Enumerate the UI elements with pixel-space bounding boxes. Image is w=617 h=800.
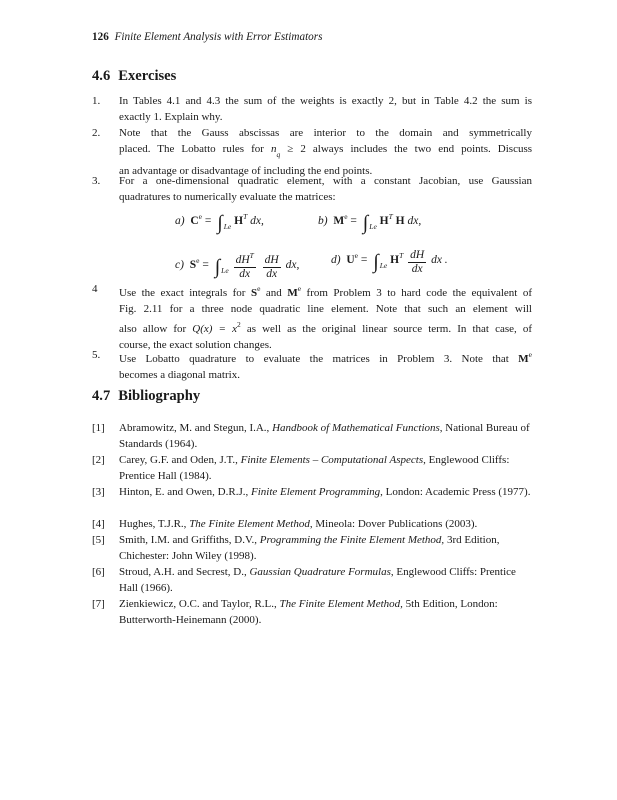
exercise-line: Use Lobatto quadrature to evaluate the matrices in Problem 3. Note that Me [119, 350, 532, 365]
running-header [92, 31, 322, 43]
section-heading-exercises: 4.6 Exercises [92, 68, 177, 84]
exercise-line: Fig. 2.11 for a three node quadratic line element. Note that such an element will [119, 303, 532, 315]
exercise-line: course, the exact solution changes. [119, 339, 272, 351]
page-number: 126 [92, 31, 109, 43]
equation-c: c) $S^e = \int_{Le}$ $\frac{dH^T}{dx}$ $\frac{dH}{dx}$ dx, [175, 251, 300, 280]
exercise-line: becomes a diagonal matrix. [119, 369, 240, 381]
section-heading-bibliography: 4.7 Bibliography [92, 388, 201, 404]
exercise-line: quadratures to numerically evaluate the matrices: [119, 191, 336, 203]
exercise-line: an advantage or disadvantage of including the end points. [119, 165, 373, 177]
exercise-line: For a one-dimensional quadratic element, with a constant Jacobian, use Gaussian [119, 175, 532, 187]
exercise-line: also allow for $Q(x) = x^2$ as well as the original linear source term. In that case, of [119, 320, 533, 335]
equation-a: a) $Ce = \int_{Le}$ $H^T$ dx, [175, 212, 264, 234]
equation-d: d) $U^e = \int_{Le}$ $H^T$ $\frac{dH}{dx}$ dx . [331, 249, 448, 275]
exercise-line: exactly 1. Explain why. [119, 111, 223, 123]
book-page: 126 Finite Element Analysis with Error Estimators 4.6 Exercises 1. In Tables 4.1 and 4.3 the sum of the weights is exactly 2, but in Table 4.2 the sum is exactly 1. Explain why. 2. Note that the Gauss abscissas are interior to the domain and symmetrically placed. The Lobatto rules for $n_q \ge 2$ always includes the two end points. Discuss an advantage or disadvantage of including the end points. 3. For a one-dimensional quadratic element, with a constant Jacobian, use Gaussian quadratures to numerically evaluate the matrices: a) $Ce = \int_{Le}$ $H^T$ dx, b) $Me = \int_{Le}$ $H^T$ H dx, c) $S^e = \int_{Le}$ $\frac{dH^T}{dx}$ $\frac{dH}{dx}$ dx, d) $U^e = \int_{Le}$ $H^T$ $\frac{dH}{dx}$ dx . 4 Use the exact integrals for $S^e$ and Me from Problem 3 to hard code the equivalent of Fig. 2.11 for a three node quadratic line element. Note that such an element will also allow for $Q(x) = x^2$ as well as the original linear source term. In that case, of course, the exact solution changes. 5. Use Lobatto quadrature to evaluate the matrices in Problem 3. Note that Me becomes a diagonal matrix. 4.7 Bibliography [1] Abramowitz, M. and Stegun, I.A., Handbook of Mathematical Functions, National Bureau of Standards (1964). [2] Carey, G.F. and Oden, J.T., Finite Elements – Computational Aspects, Englewood Cliffs: Prentice Hall (1984). [3] Hinton, E. and Owen, D.R.J., Finite Element Programming, London: Academic Press (1977). [4] Hughes, T.J.R., The Finite Element Method, Mineola: Dover Publications (2003). [5] Smith, I.M. and Griffiths, D.V., Programming the Finite Element Method, 3rd Edition, Chichester: John Wiley (1998). [6] Stroud, A.H. and Secrest, D., Gaussian Quadrature Formulas, Englewood Cliffs: Prentice Hall (1966). [7] Zienkiewicz, O.C. and Taylor, R.L., The Finite Element Method, 5th Edition, London: Butterworth-Heinemann (2000). [92, 31, 533, 626]
exercise-line: In Tables 4.1 and 4.3 the sum of the weights is exactly 2, but in Table 4.2 the sum is [119, 95, 532, 107]
book-title: Finite Element Analysis with Error Estimators [114, 31, 323, 43]
exercise-line: placed. The Lobatto rules for $n_q \ge 2$ always includes the two end points. Discuss [119, 143, 533, 159]
equation-b: b) $Me = \int_{Le}$ $H^T$ H dx, [318, 212, 422, 234]
exercise-line: Use the exact integrals for $S^e$ and Me from Problem 3 to hard code the equivalent of [119, 284, 532, 299]
exercise-line: Note that the Gauss abscissas are interior to the domain and symmetrically [119, 127, 532, 139]
